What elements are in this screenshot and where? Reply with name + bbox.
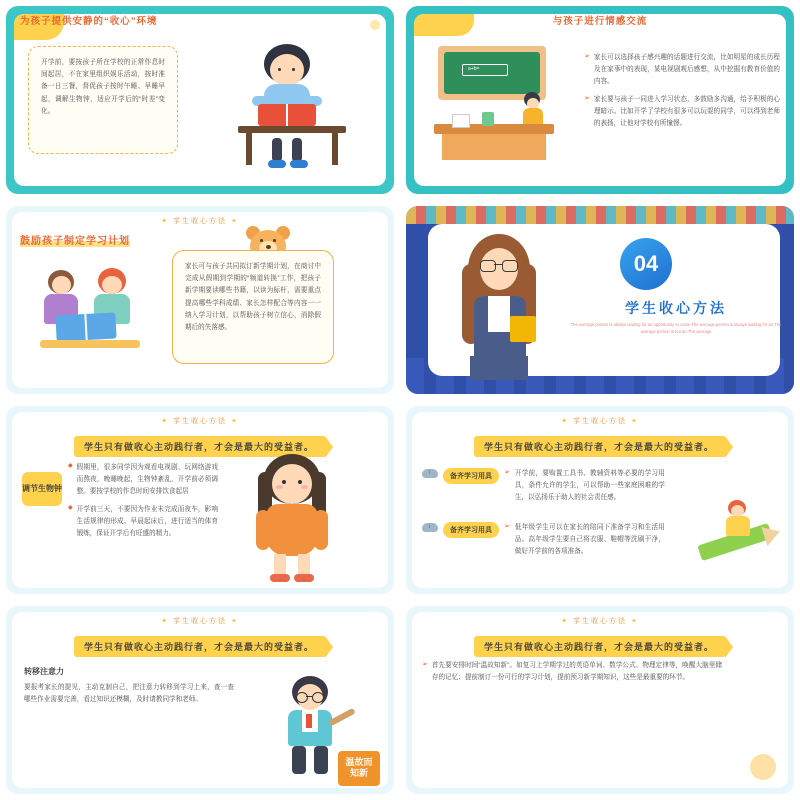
marker-icon xyxy=(422,523,438,532)
slide-3-kicker xyxy=(6,216,394,226)
star-icon: ✦ xyxy=(561,418,570,425)
slide-2-bg xyxy=(406,6,794,194)
star-icon: ✦ xyxy=(230,618,239,625)
circle-decoration xyxy=(750,754,776,780)
bullet-item xyxy=(422,660,722,684)
arrow-icon: ➢ xyxy=(504,469,510,476)
slide-8-bullets xyxy=(422,660,722,689)
item-text: 开学前，要购置工具书、教辅资料等必要的学习用具，条件允许的学生，可以帮助一些家庭困难的学生，以弘扬乐于助人的社会责任感。 xyxy=(514,470,665,502)
slide-8-bg xyxy=(406,606,794,794)
slide-7-stamp: 温故而知新 xyxy=(338,751,380,786)
item-text: 低年级学生可以在家长的陪同下准备学习和生活用品。高年级学生要自己将衣服、鞋帽等洗刷干净，做好开学前的各项准备。 xyxy=(514,524,665,556)
star-icon: ✦ xyxy=(161,618,170,625)
arrow-icon: ➢ xyxy=(584,53,590,60)
diamond-icon: ◆ xyxy=(68,504,73,511)
slide-5-banner: 学生只有做收心主动践行者，才会是最大的受益者。 xyxy=(74,436,326,457)
illustration-pencil-girl xyxy=(692,494,788,574)
diamond-icon: ◆ xyxy=(68,463,73,469)
section-heading: 学生收心方法 xyxy=(625,300,727,316)
arrow-icon: ➢ xyxy=(422,661,428,668)
bullet-item xyxy=(584,52,780,89)
slide-8-banner: 学生只有做收心主动践行者，才会是最大的受益者。 xyxy=(474,636,726,657)
arrow-icon: ➢ xyxy=(584,94,590,102)
slide-8 xyxy=(400,600,800,800)
section-number-badge: 04 xyxy=(620,238,672,290)
slide-3 xyxy=(0,200,400,400)
item-pill-label: 备齐学习用具 xyxy=(443,522,499,538)
slide-4 xyxy=(400,200,800,400)
slide-6 xyxy=(400,400,800,600)
bullet-item xyxy=(584,94,780,131)
slide-3-text-card xyxy=(172,250,334,364)
slide-6-kicker xyxy=(406,416,794,426)
illustration-girl-standing xyxy=(240,454,350,584)
star-icon: ✦ xyxy=(630,618,639,625)
bullet-item xyxy=(68,504,218,541)
bullet-item xyxy=(68,462,218,499)
star-icon: ✦ xyxy=(161,418,170,425)
slide-8-banner-wrap xyxy=(406,636,794,657)
slide-1-text-card xyxy=(28,46,178,154)
slide-6-banner: 学生只有做收心主动践行者，才会是最大的受益者。 xyxy=(474,436,726,457)
slide-1-bg xyxy=(6,6,394,194)
slide-2-title: 与孩子进行情感交流 xyxy=(552,16,648,27)
star-icon: ✦ xyxy=(161,218,170,225)
slide-4-bg xyxy=(406,206,794,394)
list-item xyxy=(422,468,682,505)
kicker-text: 学生收心方法 xyxy=(573,418,627,425)
slide-7-banner: 学生只有做收心主动践行者，才会是最大的受益者。 xyxy=(74,636,326,657)
item-pill-label: 备齐学习用具 xyxy=(443,468,499,484)
bullet-text: 开学前三天，不要因为作业未完成而夜车，影响生活规律的形成、早晨起床后，进行适当的体育锻炼，保证开学后有旺盛的精力。 xyxy=(76,505,218,537)
slide-2-bullet-list xyxy=(584,52,780,135)
slide-7-kicker xyxy=(6,616,394,626)
star-icon: ✦ xyxy=(230,218,239,225)
slide-2 xyxy=(400,0,800,200)
slide-5-tag: 调节生物钟 xyxy=(22,472,62,506)
slide-1 xyxy=(0,0,400,200)
slide-5 xyxy=(0,400,400,600)
star-icon: ✦ xyxy=(630,418,639,425)
top-stripe-decoration xyxy=(406,206,794,224)
bullet-text: 家长要与孩子一同进入学习状态，多鼓励多沟通，给予积极的心理暗示。比如开学了学校有很多可以玩耍的同学，可以得到老师的表扬，让他对学校有所憧憬。 xyxy=(593,95,780,127)
slide-5-bg xyxy=(6,406,394,594)
slide-7-body-text: 要报考家长的提见，主动克制自己，把注意力转移到学习上来，查一查哪些作业需要完善，看过知识还模糊，及时请教同学和老师。 xyxy=(24,684,234,704)
bullet-text: 首先要安排时间“温故知新”。如复习上学期学过的英语单词、数学公式、物理定律等，唤醒大脑里储存的记忆；提前制订一份可行的学习计划，提前预习新学期知识，这些是最重要的环节。 xyxy=(431,662,722,682)
list-item xyxy=(422,522,682,559)
slide-8-kicker xyxy=(406,616,794,626)
bullet-text: 家长可以选择孩子感兴趣的话题进行交流，比如明星的成长历程及在家事中的表现，某电视剧观后感想，从中挖掘有教育价值的内容。 xyxy=(593,54,780,86)
section-subtext: The average person is always waiting for an opportunity to come The average person is always waiting for an The average person is too an The average xyxy=(570,322,782,334)
slide-3-bg xyxy=(6,206,394,394)
slide-7-bg xyxy=(6,606,394,794)
marker-icon xyxy=(422,469,438,478)
star-icon: ✦ xyxy=(230,418,239,425)
bullet-text: 假期里，很多同学因为观看电视剧、玩网络游戏而熬夜，晚睡晚起，生物钟紊乱，开学前必须调整。要按学校的作息时间安排饮食起居 xyxy=(76,464,218,496)
slide-5-kicker xyxy=(6,416,394,426)
kicker-text: 学生收心方法 xyxy=(573,618,627,625)
slide-1-body-text: 开学前，要按孩子所在学校的正常作息时间起居，不在家里组织娱乐活动，按时准备一日三餐，督促孩子按时午睡、早睡早起，调解生物钟，适应开学后的“时差”变化。 xyxy=(41,59,165,115)
illustration-two-kids xyxy=(30,264,156,360)
illustration-classroom: a+b= xyxy=(428,46,578,166)
illustration-boy-reading xyxy=(222,42,372,172)
kicker-text: 学生收心方法 xyxy=(173,618,227,625)
slide-5-bullets xyxy=(68,462,218,545)
illustration-girl-teacher xyxy=(446,234,556,380)
kicker-text: 学生收心方法 xyxy=(173,218,227,225)
slide-3-title: 鼓励孩子制定学习计划 xyxy=(20,232,130,247)
slide-6-bg xyxy=(406,406,794,594)
dot-decoration xyxy=(370,20,380,30)
slide-7 xyxy=(0,600,400,800)
slide-7-banner-wrap xyxy=(6,636,394,657)
slide-6-banner-wrap xyxy=(406,436,794,457)
slide-1-title: 为孩子提供安静的“收心”环境 xyxy=(20,16,158,27)
kicker-text: 学生收心方法 xyxy=(173,418,227,425)
star-icon: ✦ xyxy=(561,618,570,625)
slide-7-subtitle: 转移注意力 xyxy=(24,667,64,676)
slide-3-body-text: 家长可与孩子共同拟订新学期计划，在商讨中完成从假期到学期的“频道转换”工作，把孩子新学期要读哪些书籍，以读为标杆，需要重点提高哪些学科成绩、家长怎样配合等内容一一纳入学习计划，以帮助孩子树立信心，消除假期后的失落感。 xyxy=(185,263,321,331)
arrow-icon: ➢ xyxy=(504,523,510,530)
